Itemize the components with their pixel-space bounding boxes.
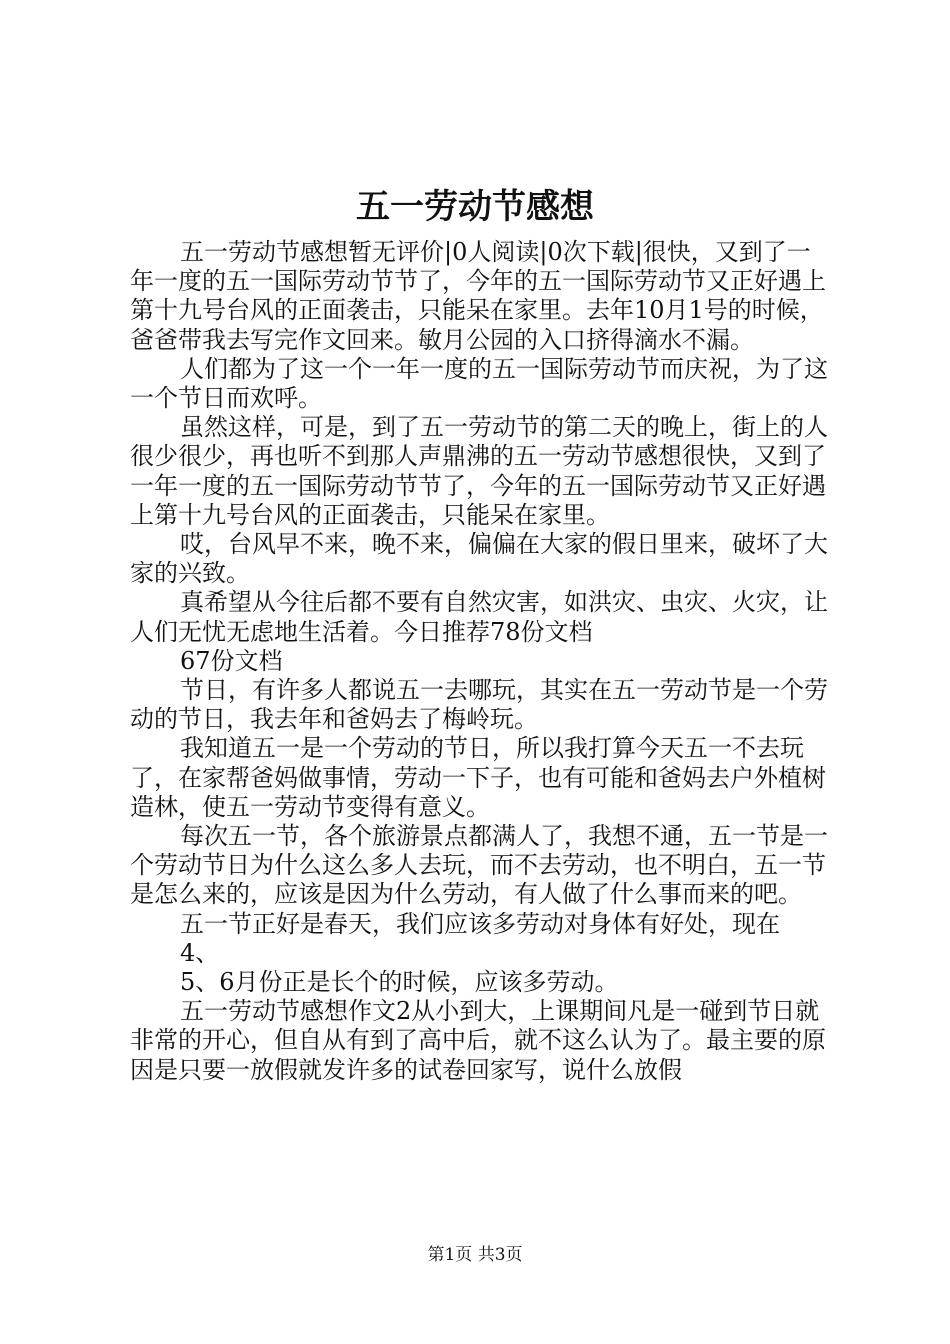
paragraph: 真希望从今往后都不要有自然灾害，如洪灾、虫灾、火灾，让人们无忧无虑地生活着。今日推荐78份文档 <box>130 588 828 646</box>
paragraph: 5、6月份正是长个的时候，应该多劳动。 <box>180 968 619 997</box>
document-title: 五一劳动节感想 <box>356 187 594 227</box>
paragraph: 每次五一节，各个旅游景点都满人了，我想不通，五一节是一个劳动节日为什么这么多人去玩，而不去劳动，也不明白，五一节是怎么来的，应该是因为什么劳动，有人做了什么事而来的吧。 <box>130 822 828 909</box>
paragraph: 哎，台风早不来，晚不来，偏偏在大家的假日里来，破坏了大家的兴致。 <box>130 530 828 588</box>
page-number: 第1页 共3页 <box>427 1245 523 1265</box>
paragraph: 节日，有许多人都说五一去哪玩，其实在五一劳动节是一个劳动的节日，我去年和爸妈去了梅岭玩。 <box>130 676 828 734</box>
paragraph: 67份文档 <box>180 646 283 675</box>
paragraph: 我知道五一是一个劳动的节日，所以我打算今天五一不去玩了，在家帮爸妈做事情，劳动一下子，也有可能和爸妈去户外植树造林，使五一劳动节变得有意义。 <box>130 734 826 821</box>
document-body <box>130 238 830 1085</box>
paragraph: 五一节正好是春天，我们应该多劳动对身体有好处，现在 <box>180 909 780 938</box>
paragraph: 虽然这样，可是，到了五一劳动节的第二天的晚上，街上的人很少很少，再也听不到那人声鼎沸的五一劳动节感想很快，又到了一年一度的五一国际劳动节节了，今年的五一国际劳动节又正好遇上第十九号台风的正面袭击，只能呆在家里。 <box>130 413 828 529</box>
paragraph: 五一劳动节感想作文2从小到大，上课期间凡是一碰到节日就非常的开心，但自从有到了高中后，就不这么认为了。最主要的原因是只要一放假就发许多的试卷回家写，说什么放假 <box>130 997 826 1084</box>
paragraph: 4、 <box>180 938 220 967</box>
paragraph: 五一劳动节感想暂无评价|0人阅读|0次下载|很快，又到了一年一度的五一国际劳动节节了，今年的五一国际劳动节又正好遇上第十九号台风的正面袭击，只能呆在家里。去年10月1号的时候，爸爸带我去写完作文回来。敏月公园的入口挤得滴水不漏。 <box>130 238 826 354</box>
paragraph: 人们都为了这一个一年一度的五一国际劳动节而庆祝，为了这一个节日而欢呼。 <box>130 354 828 413</box>
